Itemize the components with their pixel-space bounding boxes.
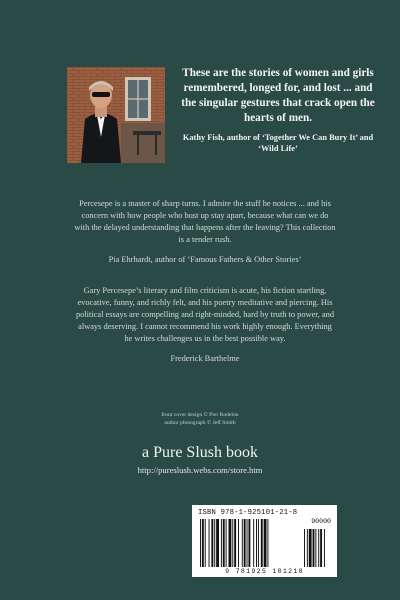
cover-credit: front cover design © Pier Rodelon — [161, 412, 239, 418]
pull-quote-attribution: Kathy Fish, author of ‘Together We Can Bury It’ and ‘Wild Life’ — [182, 133, 374, 153]
blurb-attribution: Pia Ehrhardt, author of ‘Famous Fathers & Other Stories’ — [108, 255, 302, 264]
design-credits — [100, 411, 300, 427]
pull-quote: These are the stories of women and girls remembered, longed for, and lost ... and the singular gestures that crack open the hearts of men. — [181, 67, 375, 124]
isbn-barcode — [192, 505, 337, 577]
blurb-text: Gary Percesepe’s literary and film criticism is acute, his fiction startling, evocative, funny, and richly felt, and his poetry meditative and piercing. His political essays are compelling and right-minded, hard by truth to power, and always deserving. I cannot recommend his work highly enough. Everything he writes challenges us in the best possible way. — [75, 286, 335, 343]
publisher-url: http://pureslush.webs.com/store.htm — [137, 465, 263, 475]
publisher-name: a Pure Slush book — [142, 444, 258, 461]
blurb-review — [74, 285, 336, 365]
photo-credit: author photograph © Jeff Smith — [164, 420, 236, 426]
author-photo-image — [67, 67, 165, 163]
author-photo — [67, 67, 165, 163]
blurb-attribution: Frederick Barthelme — [170, 354, 240, 363]
barcode-digits: 9 781925 101218 — [225, 568, 304, 575]
blurb-review — [74, 198, 336, 266]
blurb-text: Percesepe is a master of sharp turns. I admire the stuff he notices ... and his concern with how people who bust up stay apart, because what can we do with the delayed understanding that happens after the leaving? This collection is a tender rush. — [74, 199, 336, 244]
isbn-text: ISBN 978-1-925101-21-8 — [198, 509, 298, 517]
price-code: 90000 — [311, 518, 331, 525]
